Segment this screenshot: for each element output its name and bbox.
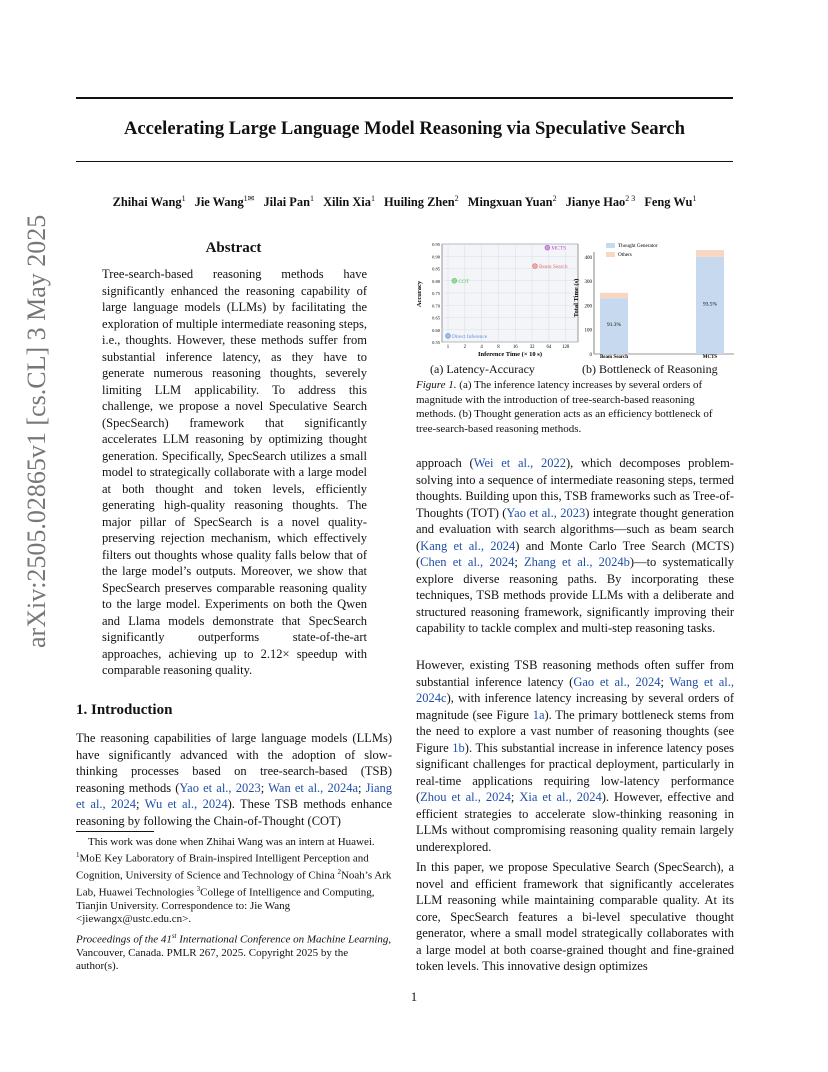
author: Xilin Xia$^1$: [323, 194, 375, 210]
chart-b-ytick: 0: [589, 353, 592, 358]
chart-a-ytick: 0.55: [432, 340, 440, 345]
chart-b-bar: [696, 250, 724, 257]
chart-b-legend-swatch: [606, 252, 615, 257]
chart-a-point: [533, 264, 538, 269]
chart-b-category: Beam Search: [599, 355, 629, 360]
chart-a-point-label: MCTS: [551, 245, 567, 252]
chart-a-xtick: 64: [546, 345, 552, 350]
citation-link[interactable]: Wu et al., 2024: [144, 797, 228, 811]
chart-b-ytick: 400: [584, 255, 592, 261]
abstract-heading: Abstract: [205, 240, 262, 256]
right-paragraph-2: However, existing TSB reasoning methods often suffer from substantial inference latency (Gao et al., 2024; Wang et al., 2024c), with inference latency increasing by several orders of magnitude (see Figure 1a). The primary bottleneck stems from the need to explore a vast number of reasoning thoughts (see Figure 1b). This substantial increase in inference latency poses significant challenges for practical deployment, particularly in real-time applications requiring low-latency performance (Zhou et al., 2024; Xia et al., 2024). However, effective and efficient strategies to accelerate slow-thinking reasoning in LLMs without compromising reasoning quality remain largely underexplored.: [416, 658, 735, 854]
chart-b-legend-swatch: [606, 243, 615, 248]
chart-a-ytick: 0.95: [432, 242, 440, 247]
author: Zhihai Wang$^1$: [112, 194, 186, 210]
right-paragraph-1: approach (Wei et al., 2022), which decomposes problem-solving into a sequence of intermediate reasoning steps, termed thoughts. Building upon this, TSB frameworks such as Tree-of-Thoughts (TOT) (Yao et al., 2023) integrate thought generation and evaluation with search algorithms—such as beam search (Kang et al., 2024) and Monte Carlo Tree Search (MCTS) (Chen et al., 2024; Zhang et al., 2024b)—to systematically explore diverse reasoning paths. By incorporating these techniques, TSB methods provide LLMs with a deliberate and structured reasoning framework, significantly improving their capability to tackle complex and multi-step reasoning tasks.: [416, 456, 734, 635]
figure-ref-link[interactable]: 1a: [532, 707, 545, 722]
citation-link[interactable]: Kang et al., 2024: [420, 538, 516, 553]
author: Jie Wang$^{1✉}$: [194, 194, 255, 210]
chart-b-data-label: 93.5%: [703, 301, 717, 308]
chart-a-point: [452, 278, 457, 283]
chart-a-ytick: 0.75: [432, 291, 440, 296]
chart-a-xtick: 16: [512, 345, 518, 350]
footnote-intern: This work was done when Zhihai Wang was an intern at Huawei.: [88, 836, 375, 848]
chart-a-point: [446, 333, 451, 338]
footnote-rule: [76, 831, 154, 832]
author-list: [76, 194, 733, 210]
chart-a-ytick: 0.65: [432, 315, 440, 321]
citation-link[interactable]: Wan et al., 2024a: [268, 780, 358, 795]
chart-a-ylabel: Accuracy: [416, 280, 423, 308]
chart-a-point-label: Beam Search: [538, 264, 568, 271]
figure-caption: Figure 1. (a) The inference latency increases by several orders of magnitude with the introduction of tree-search-based reasoning methods. (b) Thought generation acts as an efficiency bottleneck of tree-search-based reasoning methods.: [416, 379, 713, 436]
chart-b-legend-label: Others: [618, 252, 632, 258]
chart-a-xtick: 128: [562, 345, 570, 350]
chart-bottleneck: [573, 242, 734, 360]
footnotes: [76, 836, 392, 927]
figure-1: [416, 238, 734, 362]
author: Jilai Pan$^1$: [263, 194, 314, 210]
chart-b-ytick: 100: [584, 328, 592, 334]
citation-link[interactable]: Gao et al., 2024: [573, 674, 661, 689]
subfigure-a-caption: (a) Latency-Accuracy: [430, 362, 535, 376]
page-number: 1: [410, 990, 418, 1004]
chart-a-xtick: 8: [497, 345, 500, 350]
chart-a-ytick: 0.85: [432, 266, 440, 272]
chart-a-point: [545, 245, 550, 250]
citation-link[interactable]: Wang et al., 2024c: [416, 674, 735, 705]
citation-link[interactable]: Zhang et al., 2024b: [523, 555, 630, 569]
chart-a-point-label: COT: [458, 278, 470, 285]
chart-b-ytick: 200: [584, 304, 592, 310]
title-top-rule: [76, 97, 733, 99]
figure-ref-link[interactable]: 1b: [452, 740, 465, 755]
citation-link[interactable]: Yao et al., 2023: [506, 505, 586, 520]
arxiv-stamp: arXiv:2505.02865v1 [cs.CL] 3 May 2025: [22, 214, 51, 648]
chart-b-data-label: 91.3%: [607, 322, 621, 329]
chart-b-legend-label: Thought Generator: [618, 243, 658, 249]
chart-a-xtick: 2: [463, 345, 467, 350]
chart-a-xtick: 32: [529, 345, 535, 350]
chart-a-xlabel: Inference Time (× 10 s): [477, 351, 543, 358]
footnote-affiliations: $^1$MoE Key Laboratory of Brain-inspired Intelligent Perception and Cognition, University of Science and Technology of China $^2$Noah’s Ark Lab, Huawei Technologies $^3$College of Intelligence and Computing, Tianjin University. Correspondence to: Jie Wang <jiewangx@ustc.edu.cn>.: [76, 851, 392, 926]
citation-link[interactable]: Jiang et al., 2024: [76, 780, 393, 811]
author: Huiling Zhen$^2$: [384, 194, 459, 210]
chart-b-ytick: 300: [584, 280, 592, 286]
chart-a-ytick: 0.90: [432, 254, 440, 260]
subfigure-b-caption: (b) Bottleneck of Reasoning: [582, 362, 718, 376]
citation-link[interactable]: Yao et al., 2023: [179, 780, 261, 795]
citation-link[interactable]: Zhou et al., 2024: [420, 790, 511, 804]
citation-link[interactable]: Wei et al., 2022: [473, 456, 567, 470]
author: Feng Wu$^1$: [644, 194, 697, 210]
chart-b-ylabel: Total Time (s): [573, 278, 580, 318]
abstract-text: Tree-search-based reasoning methods have significantly enhanced the reasoning capability of large language models (LLMs) by facilitating the exploration of multiple intermediate reasoning steps, i.e., thoughts. However, these methods suffer from substantial inference latency, as they have to generate numerous reasoning thoughts, severely limiting LLM applicability. To address this challenge, we propose a novel Speculative Search (SpecSearch) framework that significantly accelerates LLM reasoning by optimizing thought generation. Specifically, SpecSearch utilizes a small model to strategically collaborate with a large model at both thought and token levels, efficiently generating high-quality reasoning thoughts. The major pillar of SpecSearch is a novel quality-preserving rejection mechanism, which effectively filters out thoughts whose quality falls below that of the large model’s outputs. Moreover, we show that SpecSearch preserves comparable reasoning quality to the large model. Experiments on both the Qwen and Llama models demonstrate that SpecSearch significantly outperforms state-of-the-art approaches, achieving up to 2.12× speedup with comparable reasoning quality.: [102, 267, 367, 677]
right-paragraph-3: In this paper, we propose Speculative Search (SpecSearch), a novel and efficient framework that significantly accelerates LLM reasoning while maintaining comparable quality. At its core, SpecSearch features a bi-level speculative thought generator, where a small model strategically collaborates with a large model at both coarse-grained thought and fine-grained token levels. This innovative design optimizes: [416, 860, 734, 973]
title-bottom-rule: [76, 161, 733, 162]
citation-link[interactable]: Chen et al., 2024: [420, 555, 515, 569]
chart-a-ytick: 0.80: [432, 278, 440, 284]
paper-title: Accelerating Large Language Model Reasoning via Speculative Search: [123, 118, 686, 139]
citation-link[interactable]: Xia et al., 2024: [519, 790, 602, 804]
author: Mingxuan Yuan$^2$: [467, 194, 557, 210]
chart-a-xtick: 1: [446, 345, 450, 350]
chart-a-ytick: 0.60: [432, 327, 440, 333]
intro-paragraph: The reasoning capabilities of large language models (LLMs) have significantly advanced with the adoption of slow-thinking processes based on tree-search-based (TSB) reasoning methods (Yao et al., 2023; Wan et al., 2024a; Jiang et al., 2024; Wu et al., 2024). These TSB methods enhance reasoning by following the Chain-of-Thought (COT): [76, 731, 393, 828]
proceedings-note: Proceedings of the 41st International Conference on Machine Learning, Vancouver, Canada. PMLR 267, 2025. Copyright 2025 by the author(s).: [76, 932, 392, 973]
chart-b-bar: [600, 293, 628, 298]
chart-a-point-label: Direct Inference: [452, 333, 488, 340]
intro-heading: 1. Introduction: [76, 702, 173, 718]
author: Jianye Hao$^{2 3}$: [565, 194, 636, 210]
chart-b-category: MCTS: [702, 355, 718, 360]
chart-a-ytick: 0.70: [432, 303, 440, 309]
chart-latency-accuracy: [416, 242, 578, 358]
chart-a-xtick: 4: [480, 345, 483, 350]
